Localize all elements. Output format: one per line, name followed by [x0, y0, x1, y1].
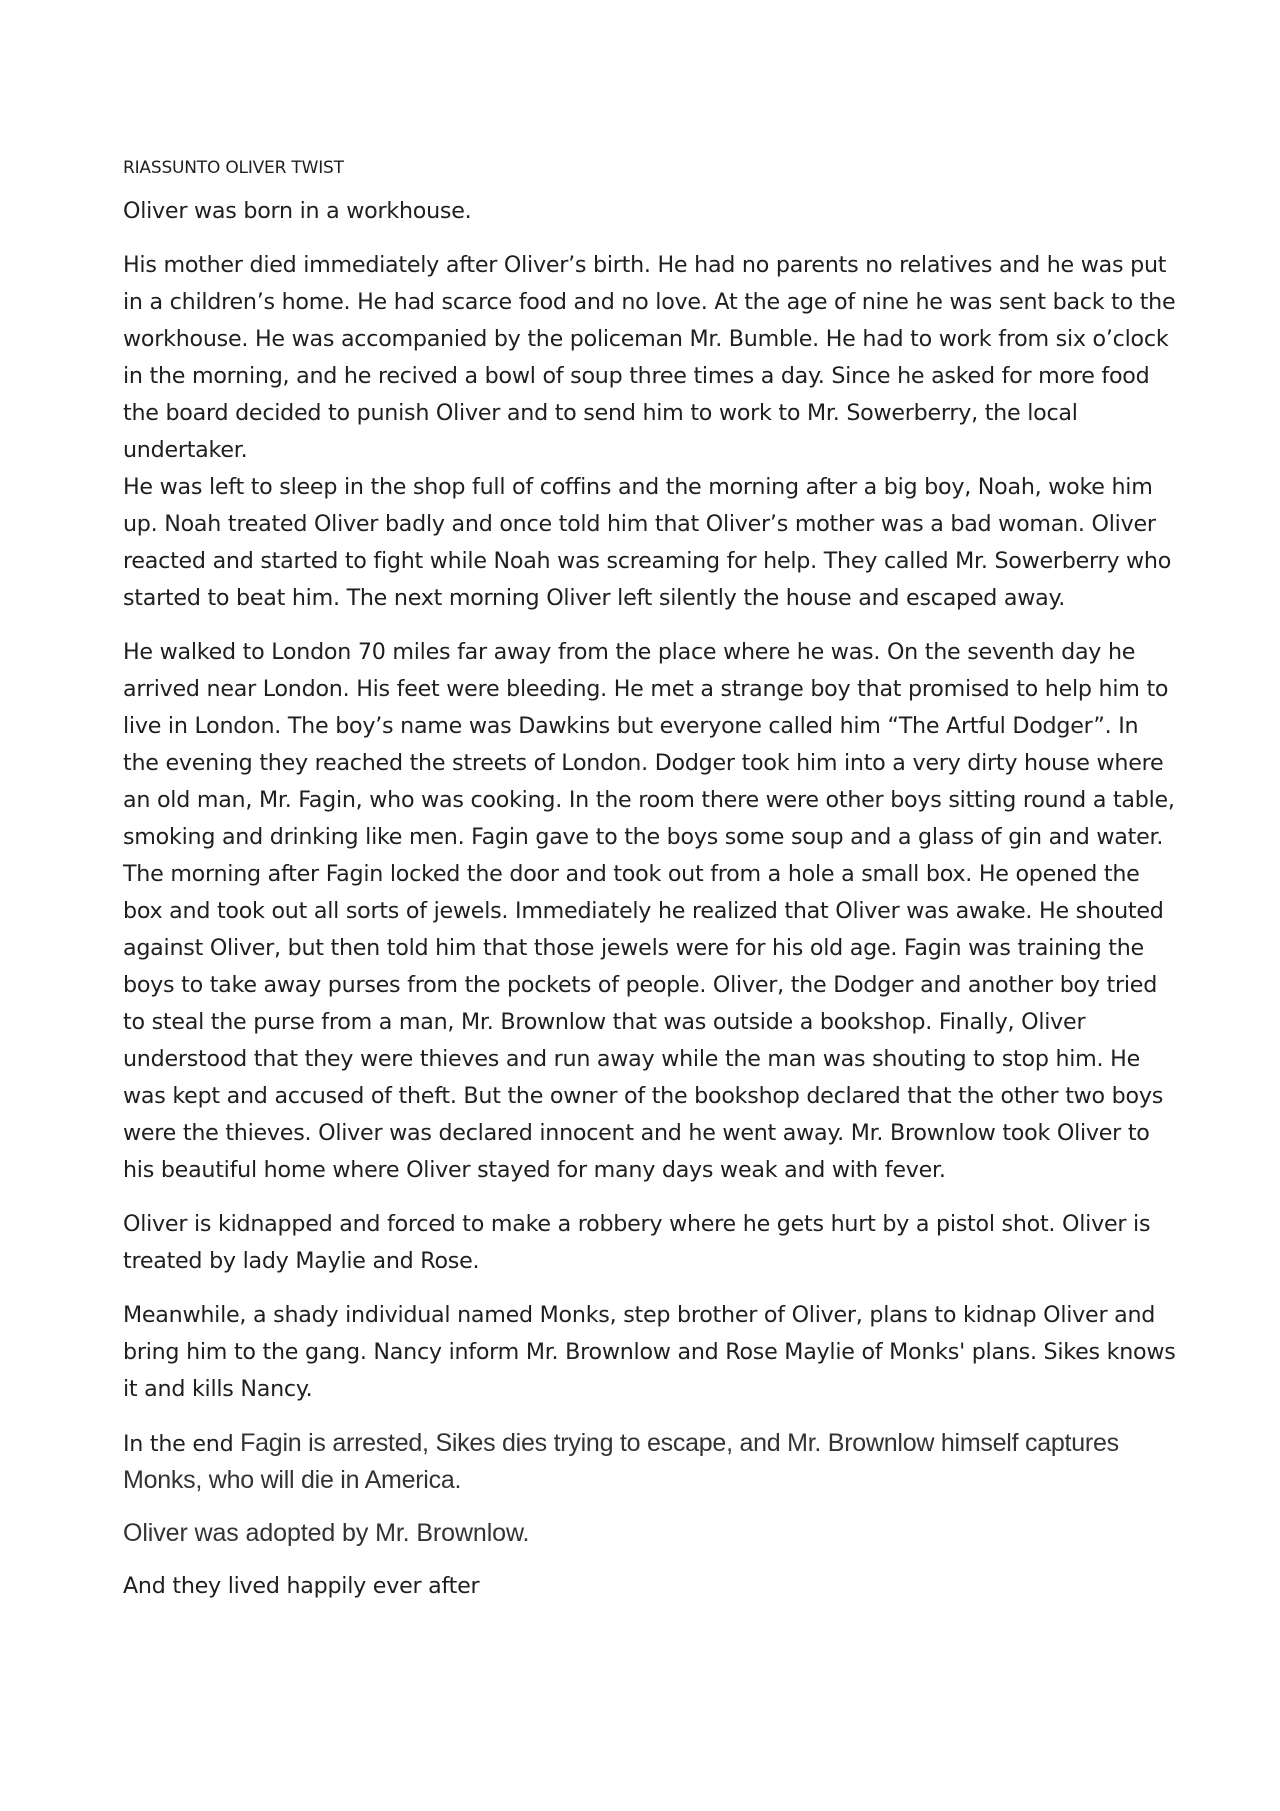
paragraph-childhood: His mother died immediately after Oliver’s birth. He had no parents no relatives and he was put in a children’s home. He had scarce food and no love. At the age of nine he was sent back to the workhouse. He was accompanied by the policeman Mr. Bumble. He had to work from six o’clock in the morning, and he recived a bowl of soup three times a day. Since he asked for more food the board decided to punish Oliver and to send him to work to Mr. Sowerberry, the local undertaker. — [123, 252, 1176, 463]
paragraph-kidnapped: Oliver is kidnapped and forced to make a robbery where he gets hurt by a pistol shot. Oliver is treated by lady Maylie and Rose. — [123, 1211, 1151, 1274]
paragraph-london: He walked to London 70 miles far away from the place where he was. On the seventh day he arrived near London. His feet were bleeding. He met a strange boy that promised to help him to live in London. The boy’s name was Dawkins but everyone called him “The Artful Dodger”. In the evening they reached the streets of London. Dodger took him into a very dirty house where an old man, Mr. Fagin, who was cooking. In the room there were other boys sitting round a table, smoking and drinking like men. Fagin gave to the boys some soup and a glass of gin and water. The morning after Fagin locked the door and took out from a hole a small box. He opened the box and took out all sorts of jewels. Immediately he realized that Oliver was awake. He shouted against Oliver, but then told him that those jewels were for his old age. Fagin was training the boys to take away purses from the pockets of people. Oliver, the Dodger and another boy tried to steal the purse from a man, Mr. Brownlow that was outside a bookshop. Finally, Oliver understood that they were thieves and run away while the man was shouting to stop him. He was kept and accused of theft. But the owner of the bookshop declared that the other two boys were the thieves. Oliver was declared innocent and he went away. Mr. Brownlow took Oliver to his beautiful home where Oliver stayed for many days weak and with fever. — [123, 639, 1175, 1183]
paragraph-birth: Oliver was born in a workhouse. — [123, 198, 472, 224]
document-title: RIASSUNTO OLIVER TWIST — [123, 158, 344, 178]
ending-rest: Fagin is arrested, Sikes dies trying to escape, and Mr. Brownlow himself captures Monks, who will die in America. — [123, 1429, 1119, 1494]
paragraph-final: And they lived happily ever after — [123, 1573, 480, 1599]
paragraph-ending — [123, 1425, 1178, 1499]
paragraph-monks: Meanwhile, a shady individual named Monks, step brother of Oliver, plans to kidnap Oliver and bring him to the gang. Nancy inform Mr. Brownlow and Rose Maylie of Monks' plans. Sikes knows it and kills Nancy. — [123, 1302, 1176, 1402]
paragraph-adopted: Oliver was adopted by Mr. Brownlow. — [123, 1519, 530, 1547]
paragraph-undertaker: He was left to sleep in the shop full of coffins and the morning after a big boy, Noah, woke him up. Noah treated Oliver badly and once told him that Oliver’s mother was a bad woman. Oliver reacted and started to fight while Noah was screaming for help. They called Mr. Sowerberry who started to beat him. The next morning Oliver left silently the house and escaped away. — [123, 474, 1172, 611]
document-body — [123, 151, 1178, 1622]
ending-prefix: In the end — [123, 1431, 234, 1457]
